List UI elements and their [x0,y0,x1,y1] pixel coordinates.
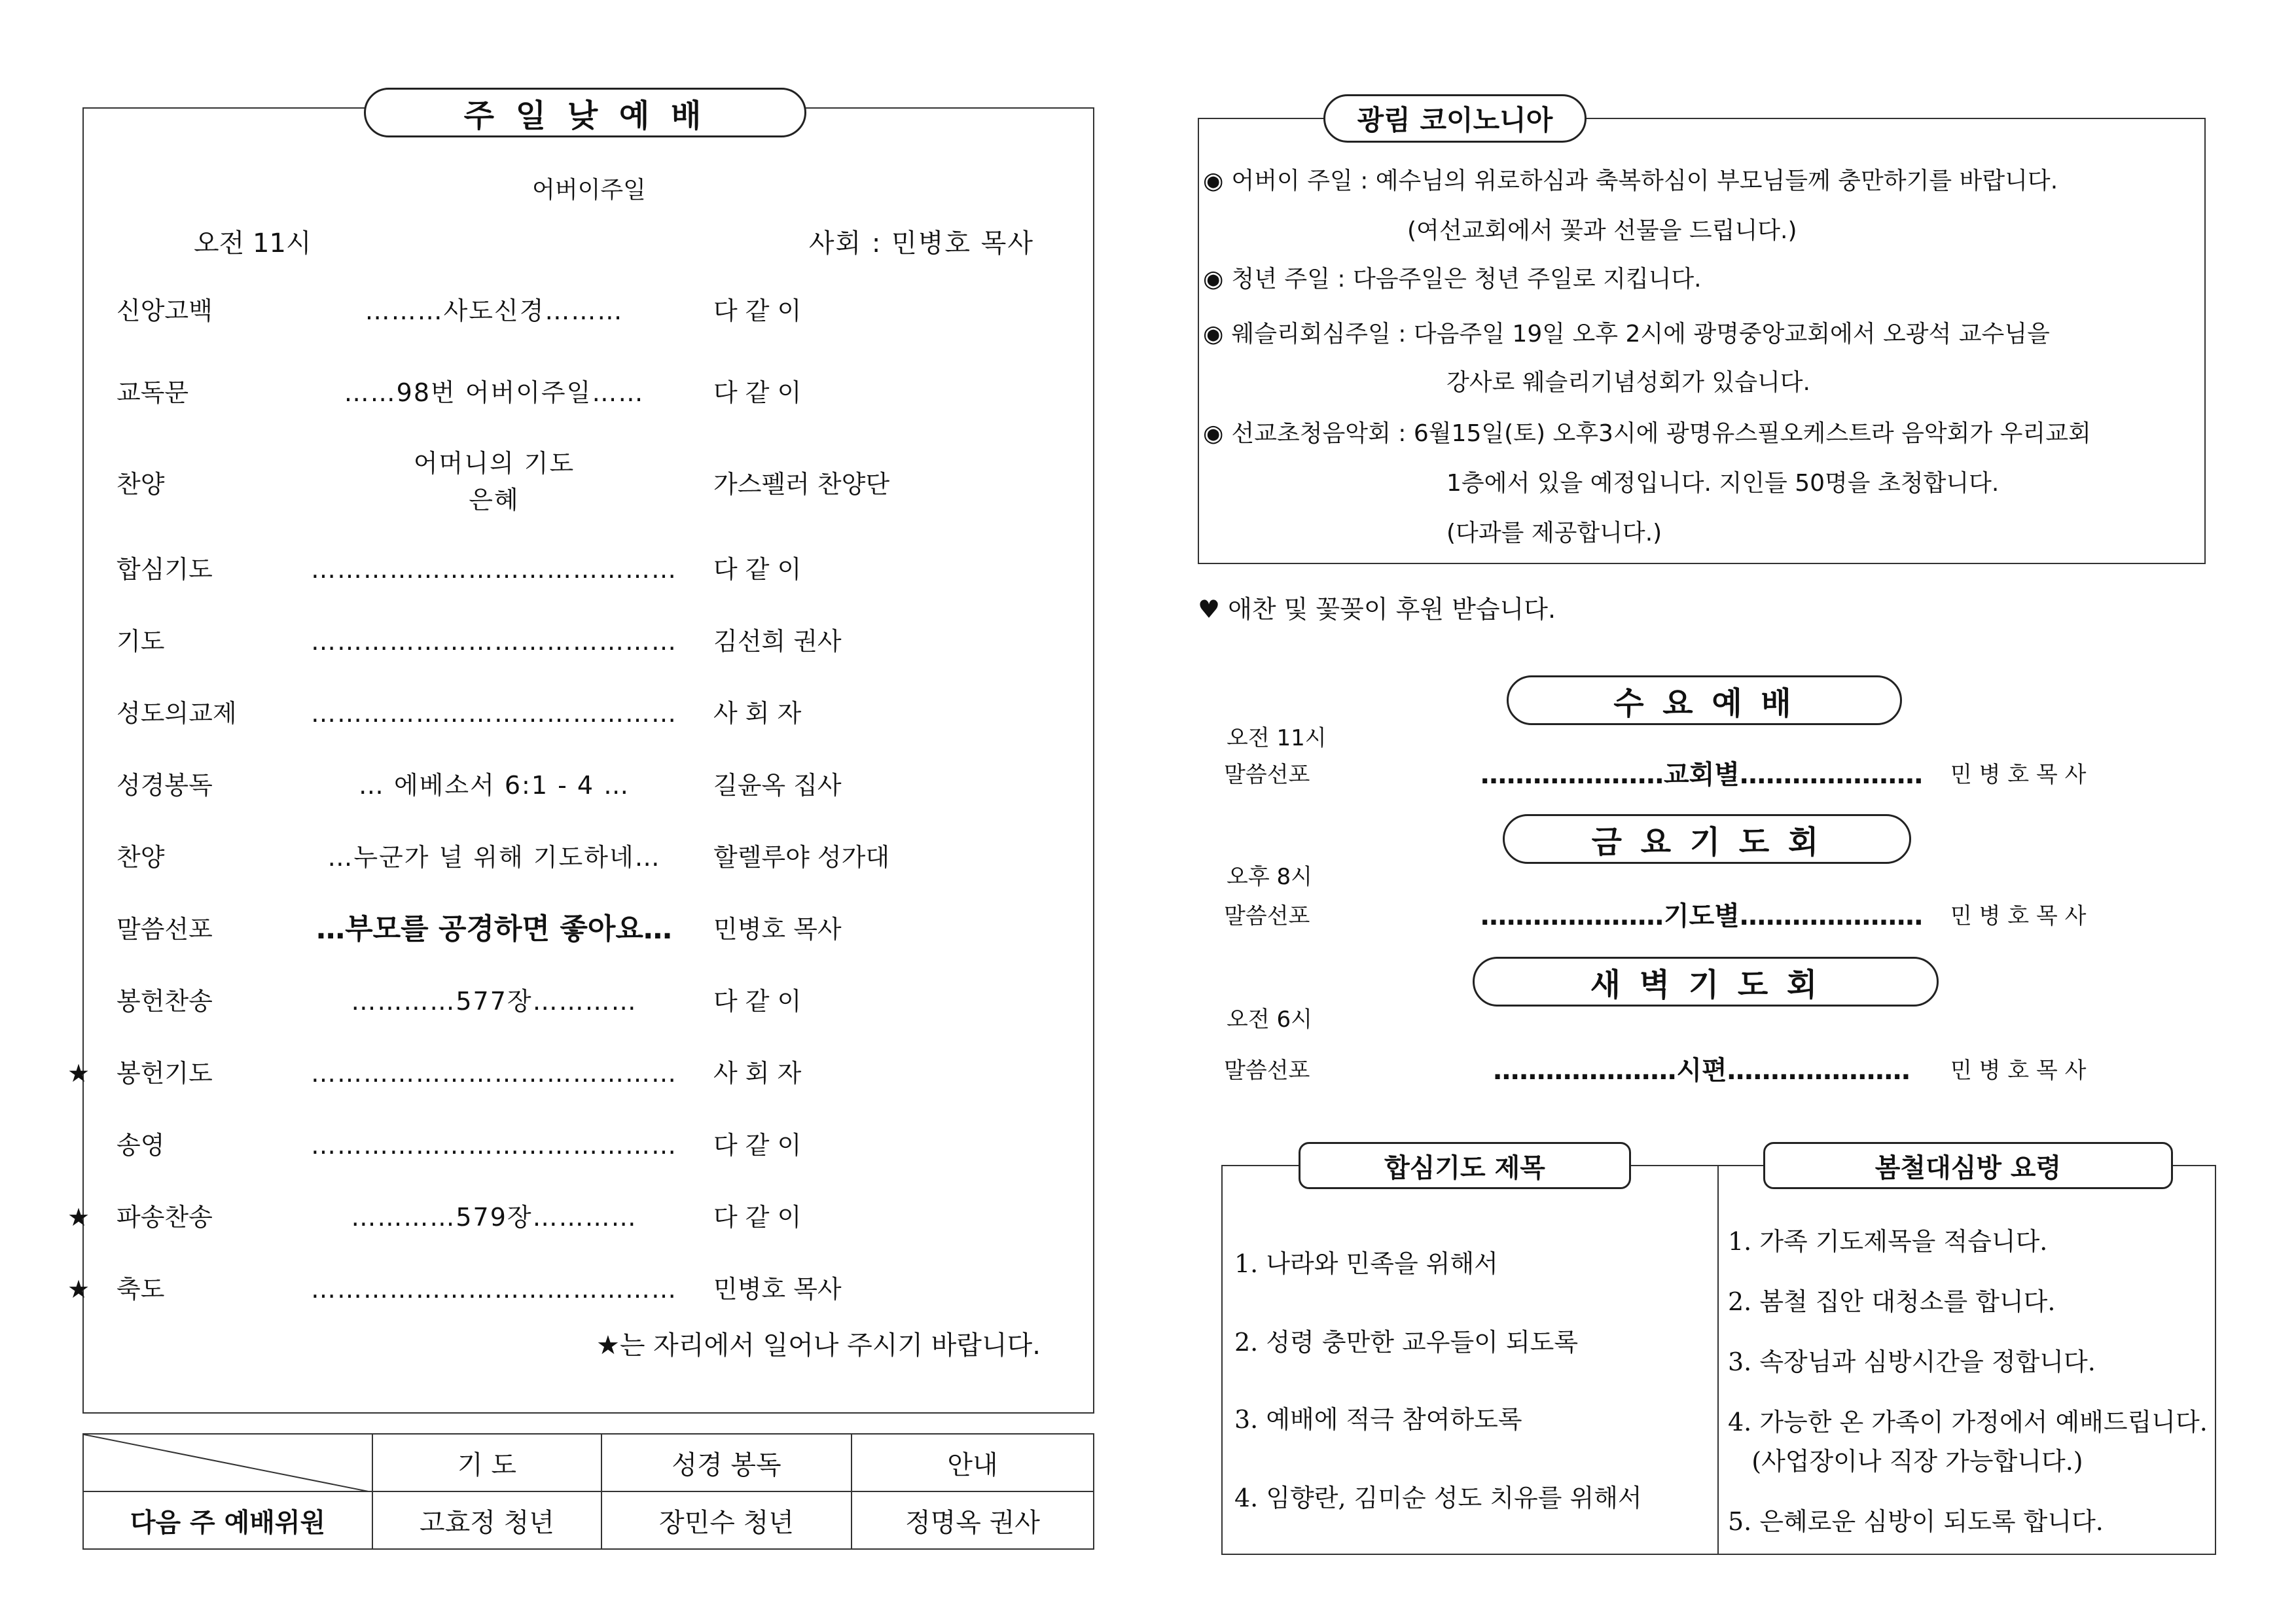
order-item-person: 사 회 자 [713,699,802,728]
visit-guide-item: 1. 가족 기도제목을 적습니다. [1728,1227,2048,1256]
news-text: 선교초청음악회 : 6월15일(토) 오후3시에 광명유스필오케스트라 음악회가 우리교회 [1231,420,2091,447]
prayer-topics-title: 합심기도 제목 [1299,1142,1631,1189]
prayer-topic-item: 1. 나라와 민족을 위해서 [1234,1249,1498,1278]
order-item-person: 다 같 이 [713,555,802,584]
order-row [0,831,1028,883]
order-row [0,285,1028,337]
order-item-name: 교독문 [117,378,189,407]
stand-star-icon [59,285,98,337]
order-item-detail: ……98번 어버이주일…… [344,378,645,407]
row-label: 다음 주 예배위원 [83,1491,372,1549]
stand-star-icon [59,366,98,419]
scripture-person: 장민수 청년 [601,1491,852,1549]
order-row [0,975,1028,1027]
order-item-name: 성경봉독 [117,771,213,800]
stand-star-icon: ★ [67,1059,90,1088]
stand-star-icon [59,759,98,812]
order-item-name: 봉헌찬송 [117,987,213,1016]
order-item-detail: … 에베소서 6:1 - 4 … [358,771,630,800]
order-item-name: 신앙고백 [117,296,213,325]
stand-star-icon: ★ [67,1275,90,1304]
header-prayer: 기 도 [372,1434,601,1491]
order-item-name: 찬양 [117,843,165,872]
bullet-icon: ◉ [1203,321,1224,348]
order-item-person: 다 같 이 [713,1203,802,1232]
order-item-name: 성도의교제 [117,699,237,728]
order-item-detail: …………………………………… [311,1059,677,1088]
order-item-person: 다 같 이 [713,296,802,325]
order-item-person: 민병호 목사 [713,915,842,944]
bullet-icon: ◉ [1203,420,1224,447]
header-usher: 안내 [852,1434,1094,1491]
order-item-name: 합심기도 [117,555,213,584]
stand-star-icon [59,831,98,883]
prayer-person: 고효정 청년 [372,1491,601,1549]
news-line [1439,469,1999,499]
stand-star-icon [59,687,98,740]
bullet-icon: ◉ [1203,168,1224,194]
news-text: (다과를 제공합니다.) [1446,520,1662,546]
order-item-detail: …누군가 널 위해 기도하네… [327,843,661,872]
service-sermon-row [1224,1051,2193,1090]
sermon-series: …………………시편………………… [1493,1056,1910,1086]
news-line [1203,419,2091,449]
table-corner [83,1434,372,1491]
stand-star-icon [59,543,98,596]
order-item-person: 다 같 이 [713,1131,802,1160]
news-line [1399,216,1797,246]
order-item-person: 김선희 권사 [713,627,842,656]
news-text: 강사로 웨슬리기념성회가 있습니다. [1446,369,1810,396]
visit-guide-item: 5. 은혜로운 심방이 되도록 합니다. [1728,1507,2104,1536]
news-text: 어버이 주일 : 예수님의 위로하심과 축복하심이 부모님들께 충만하기를 바랍니다. [1231,168,2058,194]
service-time: 오전 11시 [194,228,312,259]
preacher: 민 병 호 목 사 [1950,1058,2087,1084]
order-row [0,1119,1028,1171]
order-row [0,366,1028,419]
order-item-detail: …………577장………… [351,987,637,1016]
service-time: 오후 8시 [1227,864,1312,890]
stand-star-icon: ★ [67,1203,90,1232]
order-item-person: 민병호 목사 [713,1275,842,1304]
order-item-name: 말씀선포 [117,915,213,944]
news-text: 1층에서 있을 예정입니다. 지인들 50명을 초청합니다. [1446,470,2000,497]
visit-guide-item: (사업장이나 직장 가능합니다.) [1728,1447,2083,1476]
preacher: 민 병 호 목 사 [1950,762,2087,788]
order-row [0,903,1028,955]
news-title: 광림 코이노니아 [1323,94,1587,143]
news-text: 청년 주일 : 다음주일은 청년 주일로 지킵니다. [1231,266,1702,293]
service-time: 오전 6시 [1227,1007,1312,1033]
prayer-topic-item: 2. 성령 충만한 교우들이 되도록 [1234,1328,1579,1357]
news-line [1203,166,2058,196]
visit-guide-item: 4. 가능한 온 가족이 가정에서 예배드립니다. [1728,1408,2208,1436]
header-scripture: 성경 봉독 [601,1434,852,1491]
order-item-detail: 어머니의 기도 은혜 [413,449,575,514]
order-row [0,449,1028,514]
news-line [1203,264,1702,294]
order-item-detail: …………………………………… [311,1131,677,1160]
order-item-name: 파송찬송 [117,1203,213,1232]
next-week-servers-table [82,1433,1094,1550]
standing-note: ★는 자리에서 일어나 주시기 바랍니다. [596,1330,1041,1361]
service-sermon-row [1224,897,2193,936]
service-time: 오전 11시 [1227,725,1327,751]
prayer-topic-item: 3. 예배에 적극 참여하도록 [1234,1405,1522,1434]
order-item-detail: …부모를 공경하면 좋아요… [316,912,672,946]
order-item-detail: …………………………………… [311,699,677,728]
service-title: 새 벽 기 도 회 [1473,957,1939,1007]
service-title: 금 요 기 도 회 [1503,814,1911,864]
order-row [0,1191,1028,1243]
order-row [0,543,1028,596]
sermon-label: 말씀선포 [1224,903,1310,929]
order-item-person: 다 같 이 [713,378,802,407]
news-text: 웨슬리회심주일 : 다음주일 19일 오후 2시에 광명중앙교회에서 오광석 교수님을 [1231,321,2050,348]
order-item-detail: …………………………………… [311,1275,677,1304]
support-note: ♥ 애찬 및 꽃꽂이 후원 받습니다. [1198,595,1556,624]
order-item-person: 사 회 자 [713,1059,802,1088]
order-item-person: 할렐루야 성가대 [713,843,890,872]
order-item-name: 송영 [117,1131,165,1160]
stand-star-icon [59,615,98,668]
order-item-name: 찬양 [117,470,165,499]
stand-star-icon [59,458,98,510]
visit-guide-title: 봄철대심방 요령 [1763,1142,2173,1189]
news-line [1439,518,1662,548]
order-item-detail: ………사도신경……… [365,296,624,325]
order-row [0,1047,1028,1099]
diagonal-divider [84,1435,372,1492]
order-item-detail: …………………………………… [311,555,677,584]
order-item-person: 다 같 이 [713,987,802,1016]
worship-title: 주 일 낮 예 배 [364,88,806,137]
sermon-label: 말씀선포 [1224,762,1310,788]
order-row [0,759,1028,812]
stand-star-icon [59,975,98,1027]
visit-guide-item: 2. 봄철 집안 대청소를 합니다. [1728,1287,2056,1316]
news-line [1203,319,2050,349]
service-theme: 어버이주일 [532,177,646,204]
order-item-name: 봉헌기도 [117,1059,213,1088]
news-line [1439,368,1810,398]
service-title: 수 요 예 배 [1507,675,1902,725]
news-text: (여선교회에서 꽃과 선물을 드립니다.) [1407,217,1797,244]
order-row [0,615,1028,668]
order-row [0,687,1028,740]
service-sermon-row [1224,755,2193,794]
order-item-person: 가스펠러 찬양단 [713,470,890,499]
service-leader: 사회 : 민병호 목사 [808,228,1034,259]
order-item-detail: …………579장………… [351,1203,637,1232]
sermon-series: …………………기도별………………… [1480,901,1923,931]
bullet-icon: ◉ [1203,266,1224,293]
preacher: 민 병 호 목 사 [1950,903,2087,929]
sermon-series: …………………교회별………………… [1480,760,1923,790]
stand-star-icon [59,903,98,955]
order-item-name: 기도 [117,627,165,656]
stand-star-icon [59,1119,98,1171]
order-item-name: 축도 [117,1275,165,1304]
order-row [0,1263,1028,1315]
visit-guide-item: 3. 속장님과 심방시간을 정합니다. [1728,1347,2096,1376]
prayer-topic-item: 4. 임향란, 김미순 성도 치유를 위해서 [1234,1484,1642,1512]
usher-person: 정명옥 권사 [852,1491,1094,1549]
sermon-label: 말씀선포 [1224,1058,1310,1084]
order-item-detail: …………………………………… [311,627,677,656]
order-item-person: 길윤옥 집사 [713,771,842,800]
